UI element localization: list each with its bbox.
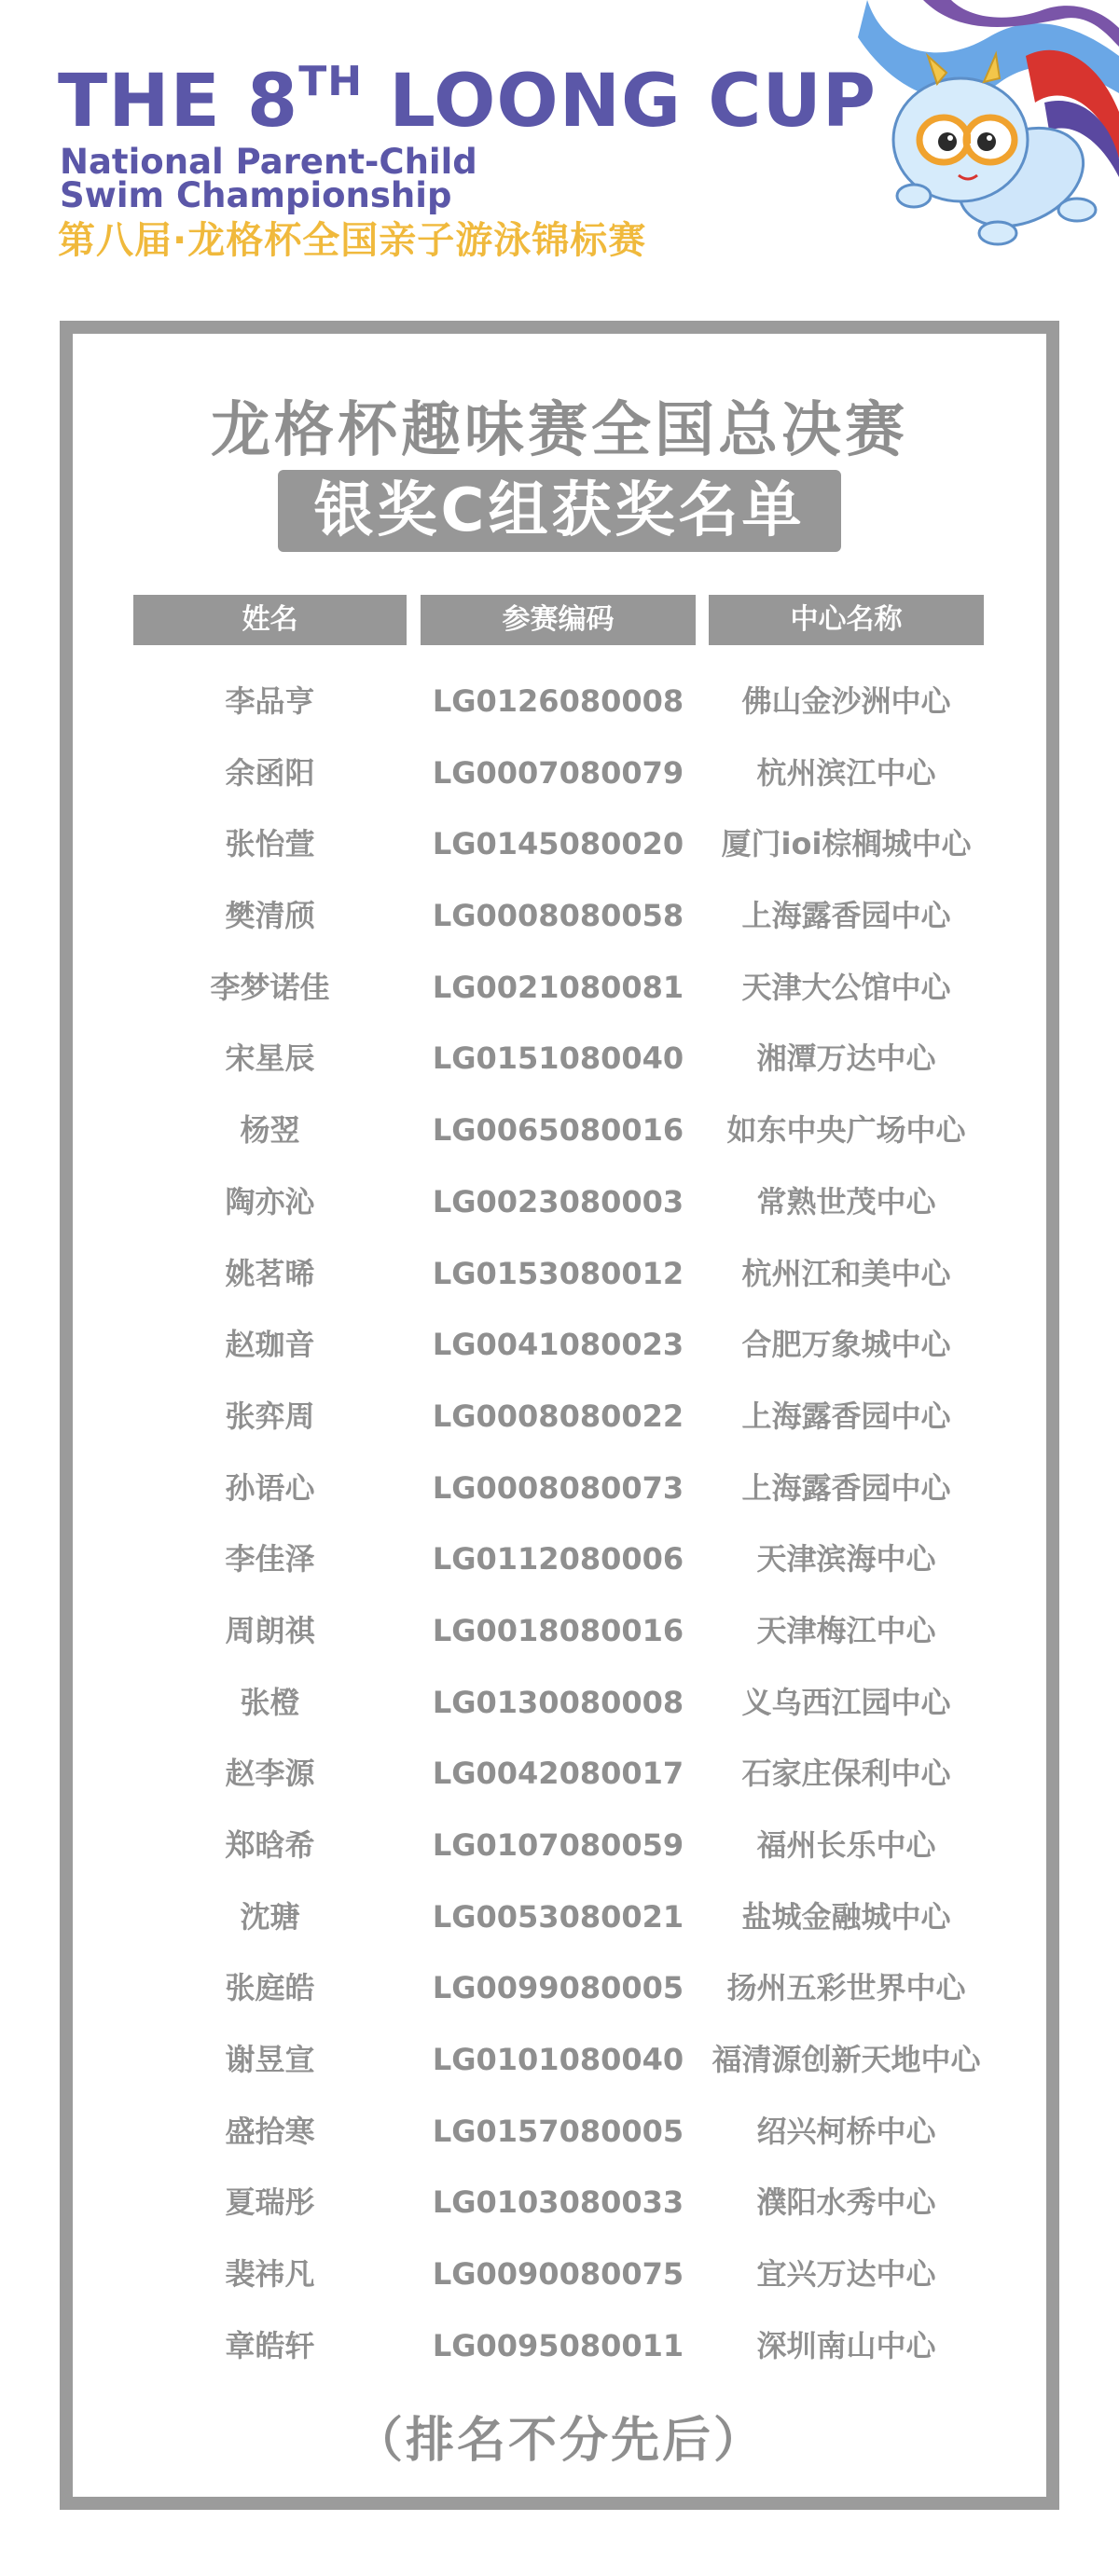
winner-name: 宋星辰 <box>225 1040 315 1077</box>
entry-code: LG0126080008 <box>432 683 684 719</box>
page-header <box>0 0 1119 298</box>
entry-code: LG0053080021 <box>432 1898 684 1935</box>
entry-code: LG0130080008 <box>432 1684 684 1720</box>
winner-name: 张橙 <box>240 1684 300 1720</box>
table-row <box>0 2024 1119 2096</box>
entry-code: LG0023080003 <box>432 1183 684 1219</box>
winner-name: 樊清颀 <box>225 898 315 934</box>
center-name: 福州长乐中心 <box>756 1827 936 1863</box>
table-row <box>0 2239 1119 2310</box>
center-name: 福清源创新天地中心 <box>711 2042 981 2078</box>
event-title: THE 8TH LOONG CUP <box>58 58 877 144</box>
winner-name: 盛拾寒 <box>225 2113 315 2149</box>
list-title: 龙格杯趣味赛全国总决赛 <box>211 396 908 465</box>
center-name: 杭州滨江中心 <box>756 754 936 791</box>
dragon-mascot-icon <box>858 0 1119 280</box>
table-header <box>0 595 1119 647</box>
center-name: 天津大公馆中心 <box>741 969 951 1005</box>
center-name: 宜兴万达中心 <box>756 2256 936 2293</box>
center-name: 上海露香园中心 <box>741 1398 951 1434</box>
winner-name: 赵珈音 <box>225 1327 315 1363</box>
entry-code: LG0065080016 <box>432 1112 684 1149</box>
table-row <box>0 1595 1119 1667</box>
table-row <box>0 1881 1119 1953</box>
center-name: 濮阳水秀中心 <box>756 2184 936 2221</box>
winner-name: 裴祎凡 <box>225 2256 315 2293</box>
footnote: （排名不分先后） <box>353 2413 765 2469</box>
entry-code: LG0101080040 <box>432 2042 684 2078</box>
center-name: 盐城金融城中心 <box>741 1898 951 1935</box>
table-row <box>0 1023 1119 1095</box>
entry-code: LG0007080079 <box>432 754 684 791</box>
entry-code: LG0157080005 <box>432 2113 684 2149</box>
table-row <box>0 1453 1119 1524</box>
winner-name: 张怡萱 <box>225 826 315 862</box>
list-banner: 银奖C组获奖名单 <box>278 470 841 552</box>
center-name: 如东中央广场中心 <box>726 1112 966 1149</box>
center-name: 常熟世茂中心 <box>756 1183 936 1219</box>
winner-name: 张弈周 <box>225 1398 315 1434</box>
entry-code: LG0112080006 <box>432 1541 684 1577</box>
entry-code: LG0107080059 <box>432 1827 684 1863</box>
entry-code: LG0008080073 <box>432 1469 684 1506</box>
table-row <box>0 1952 1119 2024</box>
column-header-center: 中心名称 <box>709 595 984 645</box>
table-row <box>0 1095 1119 1166</box>
entry-code: LG0042080017 <box>432 1756 684 1792</box>
center-name: 扬州五彩世界中心 <box>726 1970 966 2006</box>
entry-code: LG0153080012 <box>432 1255 684 1291</box>
table-row <box>0 737 1119 809</box>
table-row <box>0 880 1119 952</box>
center-name: 石家庄保利中心 <box>741 1756 951 1792</box>
entry-code: LG0008080058 <box>432 898 684 934</box>
winner-name: 沈瑭 <box>240 1898 300 1935</box>
table-row <box>0 2310 1119 2382</box>
entry-code: LG0103080033 <box>432 2184 684 2221</box>
entry-code: LG0095080011 <box>432 2327 684 2363</box>
center-name: 佛山金沙洲中心 <box>741 683 951 719</box>
winner-name: 周朗祺 <box>225 1612 315 1648</box>
entry-code: LG0041080023 <box>432 1327 684 1363</box>
winner-name: 夏瑞彤 <box>225 2184 315 2221</box>
table-row <box>0 2096 1119 2168</box>
entry-code: LG0018080016 <box>432 1612 684 1648</box>
table-row <box>0 1523 1119 1595</box>
winner-name: 谢昱宣 <box>225 2042 315 2078</box>
center-name: 绍兴柯桥中心 <box>756 2113 936 2149</box>
center-name: 深圳南山中心 <box>756 2327 936 2363</box>
table-row <box>0 1309 1119 1381</box>
table-row <box>0 1667 1119 1739</box>
table-row <box>0 666 1119 737</box>
event-subtitle-cn: 第八届·龙格杯全国亲子游泳锦标赛 <box>58 219 647 262</box>
column-header-name: 姓名 <box>133 595 407 645</box>
table-row <box>0 1810 1119 1881</box>
entry-code: LG0099080005 <box>432 1970 684 2006</box>
center-name: 杭州江和美中心 <box>741 1255 951 1291</box>
center-name: 合肥万象城中心 <box>741 1327 951 1363</box>
entry-code: LG0008080022 <box>432 1398 684 1434</box>
winner-name: 章皓轩 <box>225 2327 315 2363</box>
winner-name: 姚茗晞 <box>225 1255 315 1291</box>
center-name: 天津滨海中心 <box>756 1541 936 1577</box>
table-row <box>0 808 1119 880</box>
entry-code: LG0151080040 <box>432 1040 684 1077</box>
center-name: 湘潭万达中心 <box>756 1040 936 1077</box>
winner-name: 陶亦沁 <box>225 1183 315 1219</box>
winner-name: 郑晗希 <box>225 1827 315 1863</box>
center-name: 上海露香园中心 <box>741 898 951 934</box>
table-row <box>0 1381 1119 1453</box>
winner-name: 张庭皓 <box>225 1970 315 2006</box>
entry-code: LG0021080081 <box>432 969 684 1005</box>
winner-name: 孙语心 <box>225 1469 315 1506</box>
table-row <box>0 1238 1119 1310</box>
entry-code: LG0145080020 <box>432 826 684 862</box>
event-subtitle-en: National Parent-Child Swim Championship <box>60 142 477 215</box>
column-header-code: 参赛编码 <box>421 595 696 645</box>
winner-name: 杨翌 <box>240 1112 300 1149</box>
winner-name: 李佳泽 <box>225 1541 315 1577</box>
entry-code: LG0090080075 <box>432 2256 684 2293</box>
winner-name: 赵李源 <box>225 1756 315 1792</box>
winner-name: 李品亨 <box>225 683 315 719</box>
winner-name: 余函阳 <box>225 754 315 791</box>
center-name: 天津梅江中心 <box>756 1612 936 1648</box>
table-row <box>0 2167 1119 2239</box>
center-name: 厦门ioi棕榈城中心 <box>721 826 972 862</box>
winner-name: 李梦诺佳 <box>210 969 330 1005</box>
table-row <box>0 952 1119 1024</box>
center-name: 义乌西江园中心 <box>741 1684 951 1720</box>
center-name: 上海露香园中心 <box>741 1469 951 1506</box>
winners-table-body <box>0 666 1119 2382</box>
table-row <box>0 1166 1119 1238</box>
table-row <box>0 1738 1119 1810</box>
